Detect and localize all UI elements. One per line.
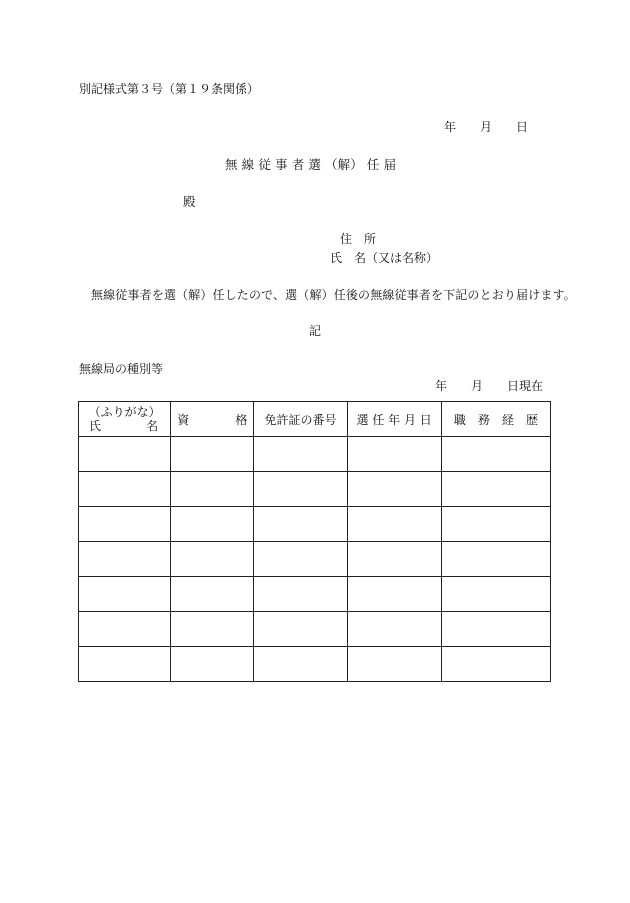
cell-name[interactable] <box>79 507 171 542</box>
cell-career[interactable] <box>441 472 550 507</box>
cell-appointment-date[interactable] <box>347 577 441 612</box>
as-of-date <box>435 377 543 394</box>
table-row <box>79 472 551 507</box>
cell-license-number[interactable] <box>254 507 347 542</box>
header-name-right: 名 <box>146 419 159 433</box>
cell-name[interactable] <box>79 542 171 577</box>
table-header-row <box>79 402 551 437</box>
cell-career[interactable] <box>441 577 550 612</box>
header-appointment-date: 選 任 年 月 日 <box>347 402 441 437</box>
cell-license-number[interactable] <box>254 437 347 472</box>
cell-name[interactable] <box>79 612 171 647</box>
header-qualification <box>171 402 254 437</box>
cell-qualification[interactable] <box>171 542 254 577</box>
cell-license-number[interactable] <box>254 612 347 647</box>
cell-appointment-date[interactable] <box>347 472 441 507</box>
header-career: 職 務 経 歴 <box>441 402 550 437</box>
table-row <box>79 437 551 472</box>
as-of-year: 年 <box>435 379 448 393</box>
document-title: 無 線 従 事 者 選 （解） 任 届 <box>225 157 397 172</box>
cell-qualification[interactable] <box>171 647 254 682</box>
as-of-month: 月 <box>471 379 484 393</box>
cell-name[interactable] <box>79 647 171 682</box>
cell-career[interactable] <box>441 647 550 682</box>
name-label: 氏 名（又は名称） <box>330 251 439 265</box>
cell-license-number[interactable] <box>254 577 347 612</box>
cell-career[interactable] <box>441 437 550 472</box>
cell-appointment-date[interactable] <box>347 612 441 647</box>
cell-license-number[interactable] <box>254 647 347 682</box>
cell-appointment-date[interactable] <box>347 437 441 472</box>
date-line <box>444 118 528 135</box>
date-day: 日 <box>516 120 529 134</box>
cell-name[interactable] <box>79 577 171 612</box>
header-license-number: 免許証の番号 <box>254 402 347 437</box>
cell-appointment-date[interactable] <box>347 647 441 682</box>
table-row <box>79 542 551 577</box>
cell-career[interactable] <box>441 507 550 542</box>
cell-license-number[interactable] <box>254 542 347 577</box>
ki-heading: 記 <box>309 324 322 338</box>
header-name-left: 氏 <box>89 419 102 433</box>
body-text: 無線従事者を選（解）任したので、選（解）任後の無線従事者を下記のとおり届けます。 <box>91 288 576 302</box>
address-label: 住 所 <box>340 232 377 246</box>
header-qualification-right: 格 <box>235 412 248 427</box>
form-number: 別記様式第３号（第１９条関係） <box>79 82 260 96</box>
cell-career[interactable] <box>441 542 550 577</box>
cell-license-number[interactable] <box>254 472 347 507</box>
cell-appointment-date[interactable] <box>347 507 441 542</box>
header-qualification-left: 資 <box>177 412 190 427</box>
table-row <box>79 647 551 682</box>
table-row <box>79 577 551 612</box>
as-of-day: 日現在 <box>507 379 544 393</box>
header-name <box>79 402 171 437</box>
date-year: 年 <box>444 120 457 134</box>
operator-table <box>78 401 551 682</box>
station-type-label: 無線局の種別等 <box>79 362 164 376</box>
cell-appointment-date[interactable] <box>347 542 441 577</box>
cell-qualification[interactable] <box>171 507 254 542</box>
table-body <box>79 437 551 682</box>
table-row <box>79 507 551 542</box>
cell-name[interactable] <box>79 472 171 507</box>
table-row <box>79 612 551 647</box>
cell-qualification[interactable] <box>171 472 254 507</box>
cell-career[interactable] <box>441 612 550 647</box>
cell-qualification[interactable] <box>171 612 254 647</box>
cell-name[interactable] <box>79 437 171 472</box>
cell-qualification[interactable] <box>171 437 254 472</box>
header-furigana: （ふりがな） <box>88 405 161 419</box>
date-month: 月 <box>480 120 493 134</box>
cell-qualification[interactable] <box>171 577 254 612</box>
addressee-suffix: 殿 <box>183 194 196 209</box>
